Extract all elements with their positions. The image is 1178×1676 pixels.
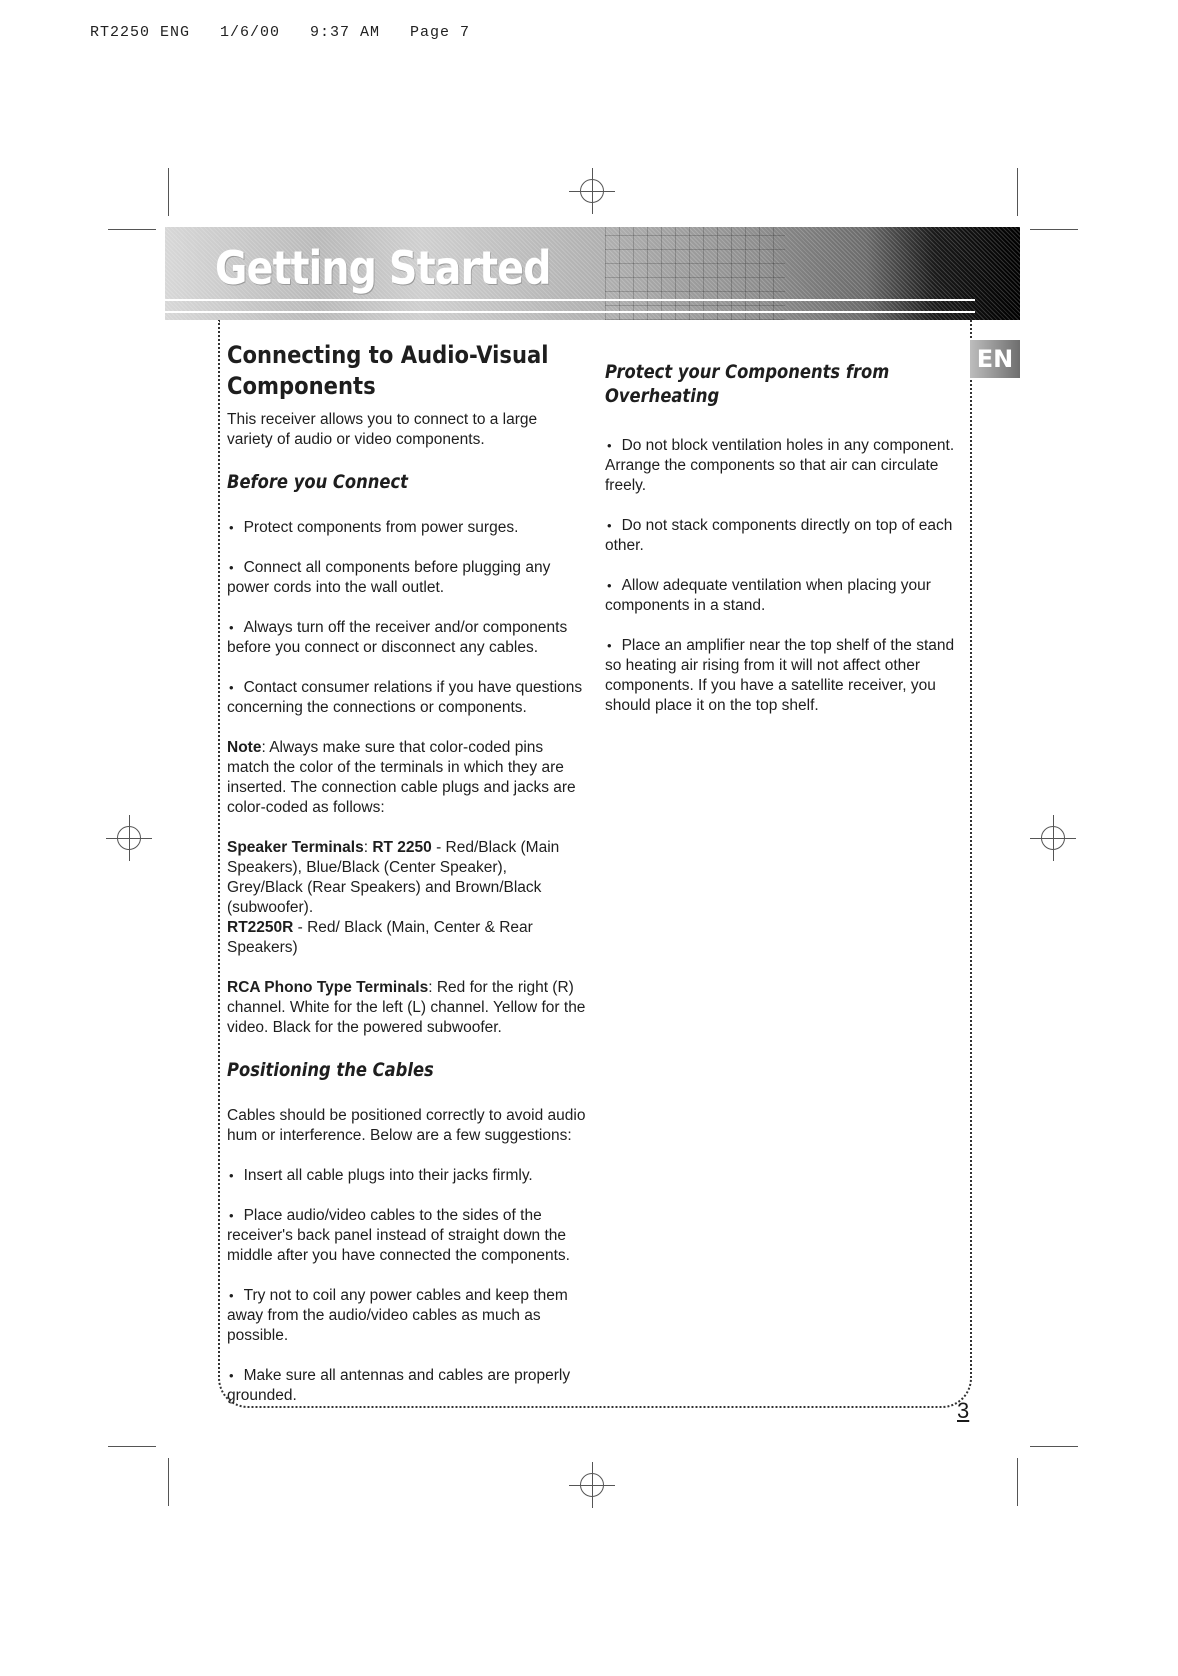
crop-mark — [168, 1458, 169, 1506]
speaker-model-2: RT2250R — [227, 919, 294, 936]
crop-mark — [108, 229, 156, 230]
list-item: • Place an amplifier near the top shelf of the stand so heating air rising from it will not affect other components. If you have a satellite receiver, you should place it on the top shelf. — [605, 636, 965, 716]
rca-label: RCA Phono Type Terminals — [227, 979, 429, 996]
subheading-overheating: Protect your Components from Overheating — [605, 361, 890, 407]
note-text: : Always make sure that color-coded pins match the color of the terminals in which they are inserted. The connection cable plugs and jacks are color-coded as follows: — [227, 739, 576, 816]
list-item: • Do not stack components directly on top of each other. — [605, 516, 965, 556]
list-item: • Place audio/video cables to the sides of the receiver's back panel instead of straight down the middle after you have connected the components. — [227, 1206, 587, 1266]
left-column — [227, 340, 587, 1426]
speaker-terminals-paragraph — [227, 838, 587, 958]
speaker-label: Speaker Terminals — [227, 839, 364, 856]
list-item: • Make sure all antennas and cables are properly grounded. — [227, 1366, 587, 1406]
crop-mark — [1017, 1458, 1018, 1506]
speaker-text-2: - Red/ Black (Main, Center & Rear Speakers) — [227, 919, 533, 956]
right-column — [605, 360, 965, 736]
crop-mark — [168, 168, 169, 216]
rca-paragraph — [227, 978, 587, 1038]
section-heading: Connecting to Audio-Visual Components — [227, 341, 549, 400]
intro-paragraph: This receiver allows you to connect to a large variety of audio or video components. — [227, 411, 538, 448]
list-item: • Do not block ventilation holes in any component. Arrange the components so that air can circulate freely. — [605, 436, 965, 496]
list-item: • Insert all cable plugs into their jacks firmly. — [227, 1166, 587, 1186]
list-item: • Contact consumer relations if you have questions concerning the connections or components. — [227, 678, 587, 718]
section-banner — [165, 227, 1020, 320]
list-item: • Protect components from power surges. — [227, 518, 587, 538]
list-item: • Try not to coil any power cables and keep them away from the audio/video cables as much as possible. — [227, 1286, 587, 1346]
speaker-separator: : — [363, 839, 373, 856]
list-item: • Allow adequate ventilation when placing your components in a stand. — [605, 576, 965, 616]
banner-lines — [165, 299, 975, 313]
banner-title: Getting Started — [215, 241, 551, 295]
speaker-model-1: RT 2250 — [372, 839, 432, 856]
crop-mark — [108, 1446, 156, 1447]
positioning-intro: Cables should be positioned correctly to avoid audio hum or interference. Below are a few suggestions: — [227, 1107, 586, 1144]
note-label: Note — [227, 739, 262, 756]
page-number: 3 — [957, 1398, 970, 1423]
registration-mark-right — [1030, 815, 1076, 861]
rca-text: : Red for the right (R) channel. White for the left (L) channel. Yellow for the video. Black for the powered subwoofer. — [227, 979, 586, 1036]
print-slug: RT2250 ENG 1/6/00 9:37 AM Page 7 — [90, 24, 471, 41]
registration-mark-top — [569, 168, 615, 214]
registration-mark-bottom — [569, 1462, 615, 1508]
crop-mark — [1030, 229, 1078, 230]
note-paragraph — [227, 738, 587, 818]
language-tab: EN — [970, 340, 1020, 378]
list-item: • Connect all components before plugging any power cords into the wall outlet. — [227, 558, 587, 598]
speaker-text-1: - Red/Black (Main Speakers), Blue/Black (Center Speaker), Grey/Black (Rear Speakers) and Brown/Black (subwoofer). — [227, 839, 560, 916]
list-item: • Always turn off the receiver and/or components before you connect or disconnect any cables. — [227, 618, 587, 658]
crop-mark — [1030, 1446, 1078, 1447]
subheading-positioning: Positioning the Cables — [227, 1059, 434, 1081]
crop-mark — [1017, 168, 1018, 216]
subheading-before-connect: Before you Connect — [227, 471, 408, 493]
registration-mark-left — [106, 815, 152, 861]
